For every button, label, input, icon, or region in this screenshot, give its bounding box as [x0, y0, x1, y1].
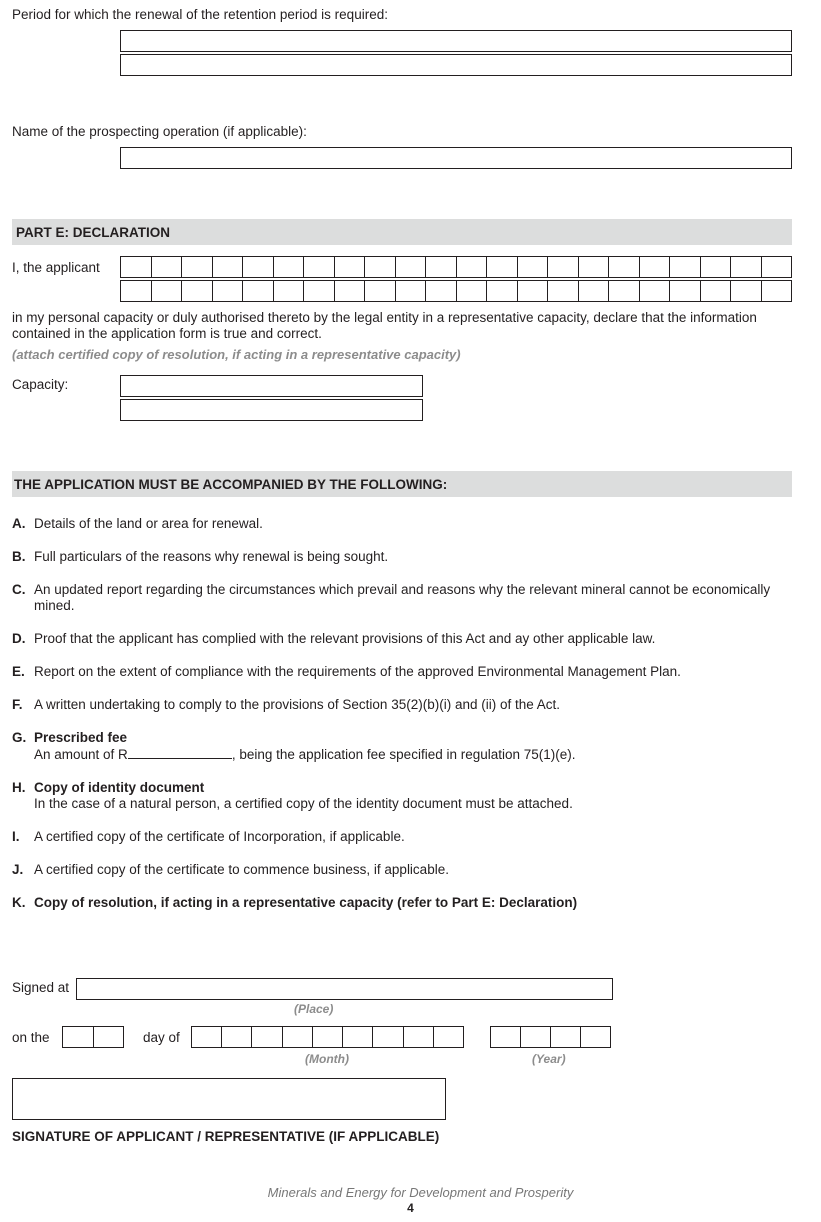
capacity-field-2[interactable]: [120, 399, 423, 421]
requirement-item-g: [12, 730, 802, 763]
signature-label: SIGNATURE OF APPLICANT / REPRESENTATIVE (IF APPLICABLE): [12, 1129, 440, 1144]
requirement-letter: F.: [12, 697, 23, 712]
fee-text-after: , being the application fee specified in regulation 75(1)(e).: [231, 747, 576, 762]
prospecting-operation-label: Name of the prospecting operation (if applicable):: [12, 124, 307, 139]
signature-box[interactable]: [12, 1078, 446, 1120]
requirement-item-d: [12, 631, 802, 647]
requirement-letter: A.: [12, 516, 26, 531]
year-field[interactable]: [490, 1026, 611, 1048]
declaration-text-line-1: in my personal capacity or duly authorised thereto by the legal entity in a representative capacity, declare that the information: [12, 310, 757, 325]
requirement-title: Prescribed fee: [34, 730, 128, 745]
requirement-text: Details of the land or area for renewal.: [34, 516, 263, 531]
requirement-item-k: [12, 895, 802, 911]
requirement-item-a: [12, 516, 802, 532]
applicant-label: I, the applicant: [12, 260, 100, 275]
month-caption: (Month): [305, 1052, 349, 1066]
year-caption: (Year): [532, 1052, 566, 1066]
fee-amount-blank[interactable]: [128, 746, 232, 759]
resolution-note: (attach certified copy of resolution, if acting in a representative capacity): [12, 347, 461, 362]
requirement-text: A written undertaking to comply to the provisions of Section 35(2)(b)(i) and (ii) of the Act.: [34, 697, 560, 712]
place-caption: (Place): [294, 1002, 334, 1016]
requirement-letter: H.: [12, 780, 26, 795]
requirement-letter: B.: [12, 549, 26, 564]
requirement-letter: G.: [12, 730, 27, 745]
requirement-text: Report on the extent of compliance with the requirements of the approved Environmental Management Plan.: [34, 664, 681, 679]
requirement-letter: K.: [12, 895, 26, 910]
requirement-letter: D.: [12, 631, 26, 646]
part-e-heading: PART E: DECLARATION: [16, 225, 170, 240]
requirement-item-i: [12, 829, 802, 845]
requirement-item-h: [12, 780, 802, 812]
part-e-heading-band: [12, 219, 792, 245]
requirement-letter: J.: [12, 862, 24, 877]
requirement-item-c: [12, 582, 802, 614]
signed-at-place-field[interactable]: [76, 978, 613, 1000]
requirement-item-b: [12, 549, 802, 565]
capacity-label: Capacity:: [12, 377, 69, 392]
renewal-period-field-1[interactable]: [120, 30, 792, 52]
requirement-text: In the case of a natural person, a certified copy of the identity document must be attached.: [34, 796, 573, 811]
requirement-letter: E.: [12, 664, 25, 679]
applicant-name-grid-row-2[interactable]: [120, 280, 792, 302]
requirement-text-line-1: An updated report regarding the circumstances which prevail and reasons why the relevant mineral cannot be economically: [34, 582, 771, 597]
month-field[interactable]: [191, 1026, 464, 1048]
requirement-text: Proof that the applicant has complied with the relevant provisions of this Act and ay other applicable law.: [34, 631, 656, 646]
requirement-text-line-2: mined.: [34, 598, 75, 613]
requirement-letter: I.: [12, 829, 20, 844]
requirements-heading: THE APPLICATION MUST BE ACCOMPANIED BY THE FOLLOWING:: [14, 477, 448, 492]
renewal-period-field-2[interactable]: [120, 54, 792, 76]
requirement-item-f: [12, 697, 802, 713]
page-number: 4: [407, 1201, 414, 1215]
requirements-heading-band: [12, 471, 792, 497]
declaration-text-line-2: contained in the application form is true and correct.: [12, 326, 322, 341]
prescribed-fee-text: [34, 746, 802, 763]
applicant-name-grid-row-1[interactable]: [120, 256, 792, 278]
fee-text-before: An amount of R: [34, 747, 128, 762]
signed-at-label: Signed at: [12, 980, 70, 995]
prospecting-operation-field[interactable]: [120, 147, 792, 169]
on-the-label: on the: [12, 1030, 50, 1045]
requirement-item-j: [12, 862, 802, 878]
day-field[interactable]: [62, 1026, 124, 1048]
capacity-field-1[interactable]: [120, 375, 423, 397]
requirement-title: Copy of identity document: [34, 780, 205, 795]
requirement-letter: C.: [12, 582, 26, 597]
day-of-label: day of: [143, 1030, 180, 1045]
footer-slogan: Minerals and Energy for Development and Prosperity: [267, 1185, 574, 1200]
requirement-text: Full particulars of the reasons why renewal is being sought.: [34, 549, 389, 564]
renewal-period-label: Period for which the renewal of the retention period is required:: [12, 7, 388, 22]
requirement-item-e: [12, 664, 802, 680]
requirement-text: A certified copy of the certificate of Incorporation, if applicable.: [34, 829, 405, 844]
requirement-text: Copy of resolution, if acting in a representative capacity (refer to Part E: Declaration): [34, 895, 578, 910]
requirement-text: A certified copy of the certificate to commence business, if applicable.: [34, 862, 449, 877]
